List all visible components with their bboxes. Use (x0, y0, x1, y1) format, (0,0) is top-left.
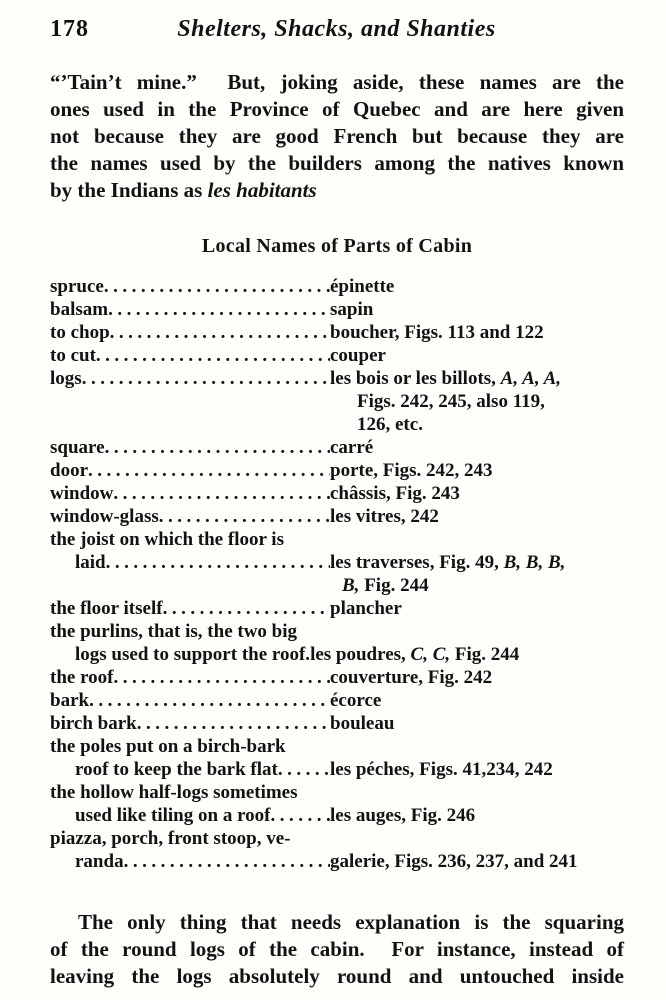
glossary-term: the joist on which the floor is (50, 529, 284, 550)
glossary-row (50, 367, 624, 390)
glossary-definition: les poudres, C, C, Fig. 244 (310, 644, 520, 665)
paragraph-line: the names used by the builders among the natives known (50, 151, 624, 175)
glossary-definition: châssis, Fig. 243 (330, 483, 460, 504)
glossary-row (50, 459, 624, 482)
glossary-definition: les vitres, 242 (330, 506, 439, 527)
glossary-row (50, 574, 624, 597)
paragraph-line (50, 177, 624, 204)
dot-leader (270, 804, 330, 827)
dot-leader (114, 666, 331, 689)
glossary-definition: les péches, Figs. 41,234, 242 (330, 759, 553, 780)
glossary-row (50, 436, 624, 459)
glossary-row (50, 482, 624, 505)
glossary-row (50, 413, 624, 436)
glossary-row (50, 850, 624, 873)
glossary-row (50, 689, 624, 712)
glossary-row (50, 643, 624, 666)
closing-paragraph (50, 909, 624, 990)
glossary-term: door (50, 460, 88, 481)
glossary-term: roof to keep the bark flat (75, 759, 278, 780)
paragraph-text: by the Indians as (50, 178, 208, 202)
glossary-row (50, 781, 624, 804)
glossary-row (50, 712, 624, 735)
paragraph-line: leaving the logs absolutely round and untouched inside (50, 964, 624, 988)
dot-leader (110, 321, 330, 344)
glossary-term: spruce (50, 276, 104, 297)
glossary-term: used like tiling on a roof (75, 805, 271, 826)
intro-paragraph (50, 69, 624, 204)
paragraph-line: The only thing that needs explanation is the squaring (78, 910, 624, 934)
dot-leader (88, 459, 330, 482)
glossary-definition: les bois or les billots, A, A, A, (330, 368, 562, 389)
italic-phrase: les habitants (207, 178, 317, 202)
glossary-list (50, 275, 624, 873)
page-header (50, 16, 624, 43)
glossary-row (50, 804, 624, 827)
glossary-definition-continuation: 126, etc. (357, 414, 423, 435)
glossary-section (50, 235, 624, 873)
glossary-heading: Local Names of Parts of Cabin (201, 235, 473, 257)
glossary-row (50, 321, 624, 344)
glossary-definition: épinette (330, 276, 395, 297)
glossary-row (50, 528, 624, 551)
glossary-term: the hollow half-logs sometimes (50, 782, 298, 803)
glossary-row (50, 390, 624, 413)
glossary-term: piazza, porch, front stoop, ve- (50, 828, 291, 849)
dot-leader (89, 689, 330, 712)
dot-leader (82, 367, 330, 390)
glossary-definition: les auges, Fig. 246 (330, 805, 476, 826)
glossary-term: bark (50, 690, 90, 711)
glossary-row (50, 344, 624, 367)
dot-leader (163, 597, 330, 620)
paragraph-line: ones used in the Province of Quebec and are here given (50, 97, 624, 121)
glossary-definition: couper (330, 345, 386, 366)
glossary-definition-continuation: Figs. 242, 245, also 119, (357, 391, 545, 412)
glossary-term: birch bark (50, 713, 137, 734)
glossary-definition: porte, Figs. 242, 243 (330, 460, 493, 481)
glossary-term: the poles put on a birch-bark (50, 736, 286, 757)
glossary-row (50, 735, 624, 758)
dot-leader (113, 482, 330, 505)
paragraph-line: of the round logs of the cabin. For instance, instead of (50, 937, 624, 961)
glossary-term: to cut (50, 345, 96, 366)
page-number: 178 (50, 16, 89, 42)
glossary-row (50, 666, 624, 689)
glossary-definition: carré (330, 437, 374, 458)
glossary-term: the floor itself (50, 598, 163, 619)
glossary-term: randa (75, 851, 124, 872)
dot-leader (108, 298, 330, 321)
glossary-term: window-glass (50, 506, 159, 527)
dot-leader (96, 344, 330, 367)
glossary-row (50, 505, 624, 528)
glossary-definition: couverture, Fig. 242 (330, 667, 493, 688)
dot-leader (124, 850, 330, 873)
glossary-term: the roof (50, 667, 114, 688)
glossary-definition: boucher, Figs. 113 and 122 (330, 322, 544, 343)
glossary-definition: sapin (330, 299, 374, 320)
glossary-row (50, 620, 624, 643)
glossary-term: laid (75, 552, 106, 573)
glossary-row (50, 298, 624, 321)
dot-leader (104, 275, 330, 298)
dot-leader (106, 551, 330, 574)
glossary-term: window (50, 483, 114, 504)
glossary-definition-continuation: B, Fig. 244 (342, 575, 429, 596)
dot-leader (137, 712, 330, 735)
glossary-row (50, 597, 624, 620)
running-title: Shelters, Shacks, and Shanties (177, 16, 496, 42)
glossary-row (50, 758, 624, 781)
glossary-term: to chop (50, 322, 110, 343)
glossary-term: logs used to support the roof. (75, 644, 311, 665)
glossary-term: square (50, 437, 105, 458)
glossary-definition: bouleau (330, 713, 395, 734)
glossary-definition: les traverses, Fig. 49, B, B, B, (330, 552, 566, 573)
dot-leader (105, 436, 330, 459)
glossary-row (50, 275, 624, 298)
dot-leader (278, 758, 330, 781)
glossary-term: logs (50, 368, 82, 389)
glossary-definition: écorce (330, 690, 382, 711)
paragraph-line: not because they are good French but because they are (50, 124, 624, 148)
glossary-term: balsam (50, 299, 109, 320)
glossary-term: the purlins, that is, the two big (50, 621, 298, 642)
glossary-definition: galerie, Figs. 236, 237, and 241 (330, 851, 578, 872)
glossary-definition: plancher (330, 598, 402, 619)
dot-leader (159, 505, 330, 528)
paragraph-line: “’Tain’t mine.” But, joking aside, these names are the (50, 70, 624, 94)
glossary-row (50, 551, 624, 574)
glossary-row (50, 827, 624, 850)
